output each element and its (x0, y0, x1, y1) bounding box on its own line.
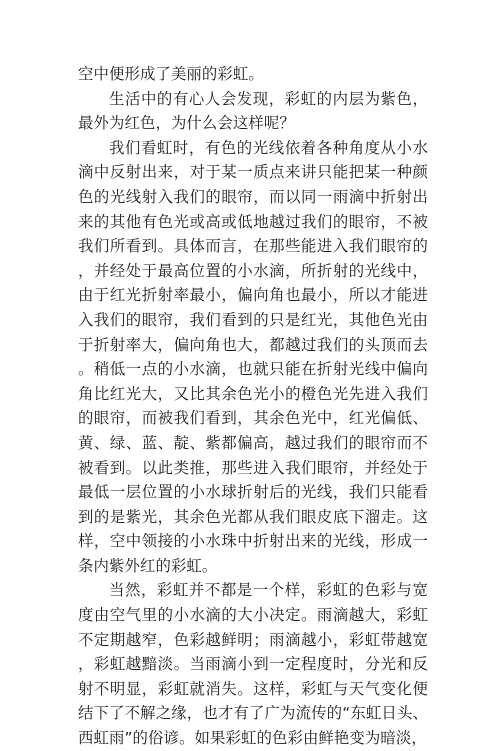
paragraph-rainbow-width: 当然，彩虹并不都是一个样，彩虹的色彩与宽度由空气里的小水滴的大小决定。雨滴越大，彩虹不定期越窄，色彩越鲜明；雨滴越小，彩虹带越宽，彩虹越黯淡。当雨滴小到一定程度时，分光和反射不明显，彩虹就消失。这样，彩虹与天气变化便结下了不解之缘，也才有了广为流传的“东虹日头、西虹雨”的俗谚。如果彩虹的色彩由鲜艳变为暗淡， (78, 581, 428, 748)
paragraph-explanation: 我们看虹时，有色的光线依着各种角度从小水滴中反射出来，对于某一质点来讲只能把某一种颜色的光线射入我们的眼帘，而以同一雨滴中折射出来的其他有色光或高或低地越过我们的眼帘，不被我们所看到。具体而言，在那些能进入我们眼帘的，并经处于最高位置的小水滴，所折射的光线中，由于红光折射率最小，偏向角也最小，所以才能进入我们的眼帘，我们看到的只是红光，其他色光由于折射率大，偏向角也大，都越过我们的头顶而去。稍低一点的小水滴，也就只能在折射光线中偏向角比红光大，又比其余色光小的橙色光先进入我们的眼帘，而被我们看到，其余色光中，红光偏低、黄、绿、蓝、靛、紫都偏高，越过我们的眼帘而不被看到。以此类推，那些进入我们眼帘，并经处于最低一层位置的小水球折射后的光线，我们只能看到的是紫光，其余色光都从我们眼皮底下溜走。这样，空中领接的小水珠中折射出来的光线，形成一条内紫外红的彩虹。 (78, 138, 428, 575)
paragraph-question: 生活中的有心人会发现，彩虹的内层为紫色，最外为红色，为什么会这样呢？ (78, 89, 428, 133)
article-body (78, 62, 428, 751)
paragraph-continuation: 空中便形成了美丽的彩虹。 (78, 65, 264, 83)
